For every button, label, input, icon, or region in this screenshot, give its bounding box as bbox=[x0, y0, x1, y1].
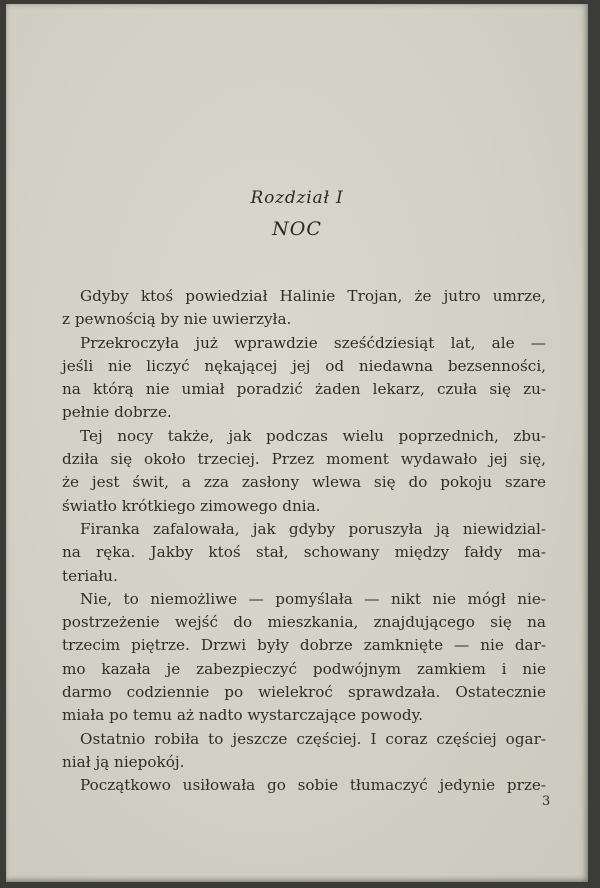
text-line: że jest świt, a zza zasłony wlewa się do pokoju szare bbox=[62, 473, 546, 492]
text-line: postrzeżenie wejść do mieszkania, znajdującego się na bbox=[62, 613, 546, 632]
text-line: jeśli nie liczyć nękającej jej od niedawna bezsenności, bbox=[62, 356, 546, 375]
text-line: niał ją niepokój. bbox=[62, 752, 185, 771]
text-line: Przekroczyła już wprawdzie sześćdziesiąt lat, ale — bbox=[80, 333, 546, 352]
text-line: Firanka zafalowała, jak gdyby poruszyła ją niewidzial- bbox=[80, 519, 546, 538]
text-line: trzecim piętrze. Drzwi były dobrze zamknięte — nie dar- bbox=[62, 636, 546, 655]
chapter-title: NOC bbox=[272, 218, 322, 240]
text-line: na ręka. Jakby ktoś stał, schowany między fałdy ma- bbox=[62, 543, 546, 562]
page-number: 3 bbox=[542, 794, 551, 809]
text-line: z pewnością by nie uwierzyła. bbox=[62, 310, 292, 329]
text-line: Ostatnio robiła to jeszcze częściej. I coraz częściej ogar- bbox=[80, 729, 546, 748]
text-line: teriału. bbox=[62, 566, 118, 585]
body-text bbox=[62, 285, 546, 798]
chapter-number: Rozdział I bbox=[250, 188, 344, 208]
text-line: Nie, to niemożliwe — pomyślała — nikt nie mógł nie- bbox=[80, 589, 546, 608]
text-line: pełnie dobrze. bbox=[62, 403, 172, 422]
text-line: mo kazała je zabezpieczyć podwójnym zamkiem i nie bbox=[62, 659, 546, 678]
text-line: na którą nie umiał poradzić żaden lekarz, czuła się zu- bbox=[62, 380, 546, 399]
book-page bbox=[6, 4, 588, 882]
text-line: światło krótkiego zimowego dnia. bbox=[62, 496, 321, 515]
text-line: dziła się około trzeciej. Przez moment wydawało jej się, bbox=[62, 450, 546, 469]
text-line: darmo codziennie po wielekroć sprawdzała. Ostatecznie bbox=[62, 683, 546, 702]
text-line: miała po temu aż nadto wystarczające powody. bbox=[62, 706, 423, 725]
text-line: Początkowo usiłowała go sobie tłumaczyć jedynie prze- bbox=[80, 776, 546, 795]
text-line: Gdyby ktoś powiedział Halinie Trojan, że jutro umrze, bbox=[80, 287, 546, 305]
text-line: Tej nocy także, jak podczas wielu poprzednich, zbu- bbox=[80, 426, 546, 445]
